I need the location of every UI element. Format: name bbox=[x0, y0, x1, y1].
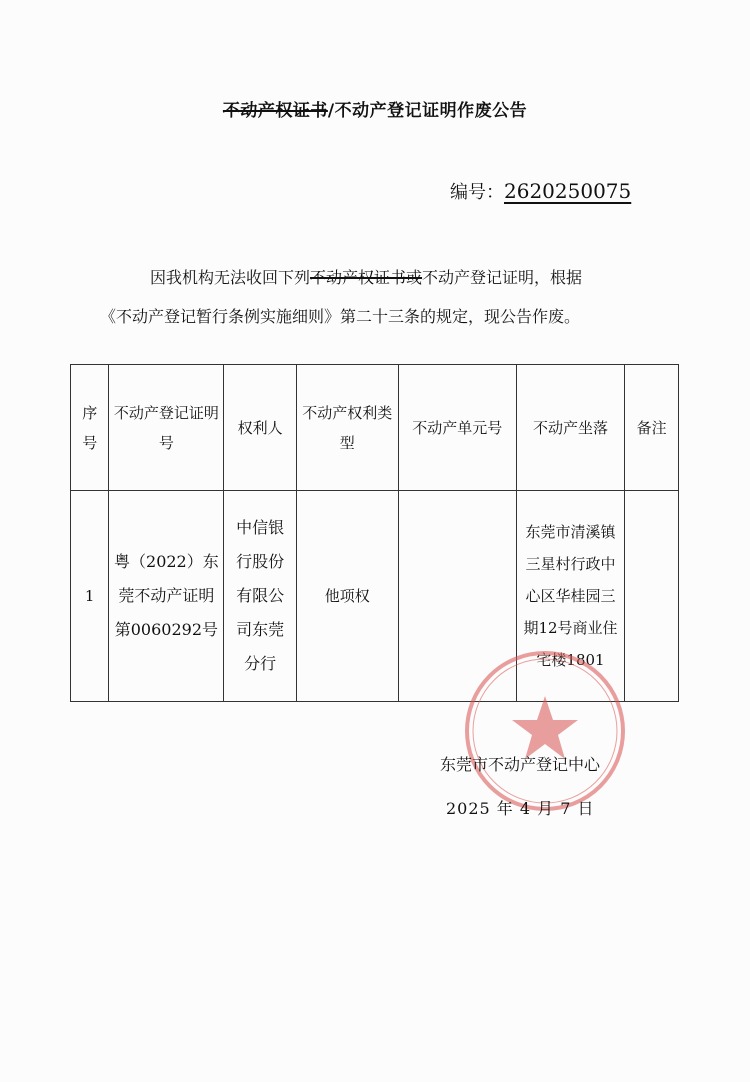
title-struck-text: 不动产权证书 bbox=[222, 101, 328, 121]
seal-star-icon bbox=[512, 696, 578, 759]
cell-location: 东莞市清溪镇三星村行政中心区华桂园三期12号商业住宅楼1801 bbox=[516, 491, 625, 702]
title-text: /不动产登记证明作废公告 bbox=[327, 101, 528, 121]
body-line-1-struck: 不动产权证书或 bbox=[310, 268, 423, 287]
cell-right-type: 他项权 bbox=[296, 491, 398, 702]
signature-office: 东莞市不动产登记中心 bbox=[440, 755, 601, 774]
notice-number-value: 2620250075 bbox=[504, 179, 632, 203]
header-remarks: 备注 bbox=[625, 365, 679, 491]
body-line-1-after: 不动产登记证明，根据 bbox=[422, 268, 583, 287]
notice-body bbox=[100, 258, 680, 336]
header-seq: 序号 bbox=[71, 365, 109, 491]
header-location: 不动产坐落 bbox=[516, 365, 625, 491]
body-line-2: 《不动产登记暂行条例实施细则》第二十三条的规定，现公告作废。 bbox=[100, 307, 581, 326]
page-title bbox=[0, 96, 750, 121]
cell-remarks bbox=[625, 491, 679, 702]
header-holder: 权利人 bbox=[224, 365, 296, 491]
body-line-1-before: 因我机构无法收回下列 bbox=[150, 268, 311, 287]
signature-date: 2025 年 4 月 7 日 bbox=[446, 799, 595, 818]
cell-cert-no: 粤（2022）东莞不动产证明第0060292号 bbox=[109, 491, 224, 702]
notice-number-label: 编号： bbox=[450, 182, 504, 203]
cell-holder: 中信银行股份有限公司东莞分行 bbox=[224, 491, 296, 702]
header-right-type: 不动产权利类型 bbox=[296, 365, 398, 491]
table-header bbox=[71, 365, 679, 491]
cell-seq: 1 bbox=[71, 491, 109, 702]
header-cert-no: 不动产登记证明号 bbox=[109, 365, 224, 491]
header-row bbox=[71, 365, 679, 491]
official-seal bbox=[460, 646, 630, 816]
header-unit-no: 不动产单元号 bbox=[398, 365, 516, 491]
body-line-1 bbox=[100, 258, 680, 297]
notice-number bbox=[450, 178, 653, 204]
